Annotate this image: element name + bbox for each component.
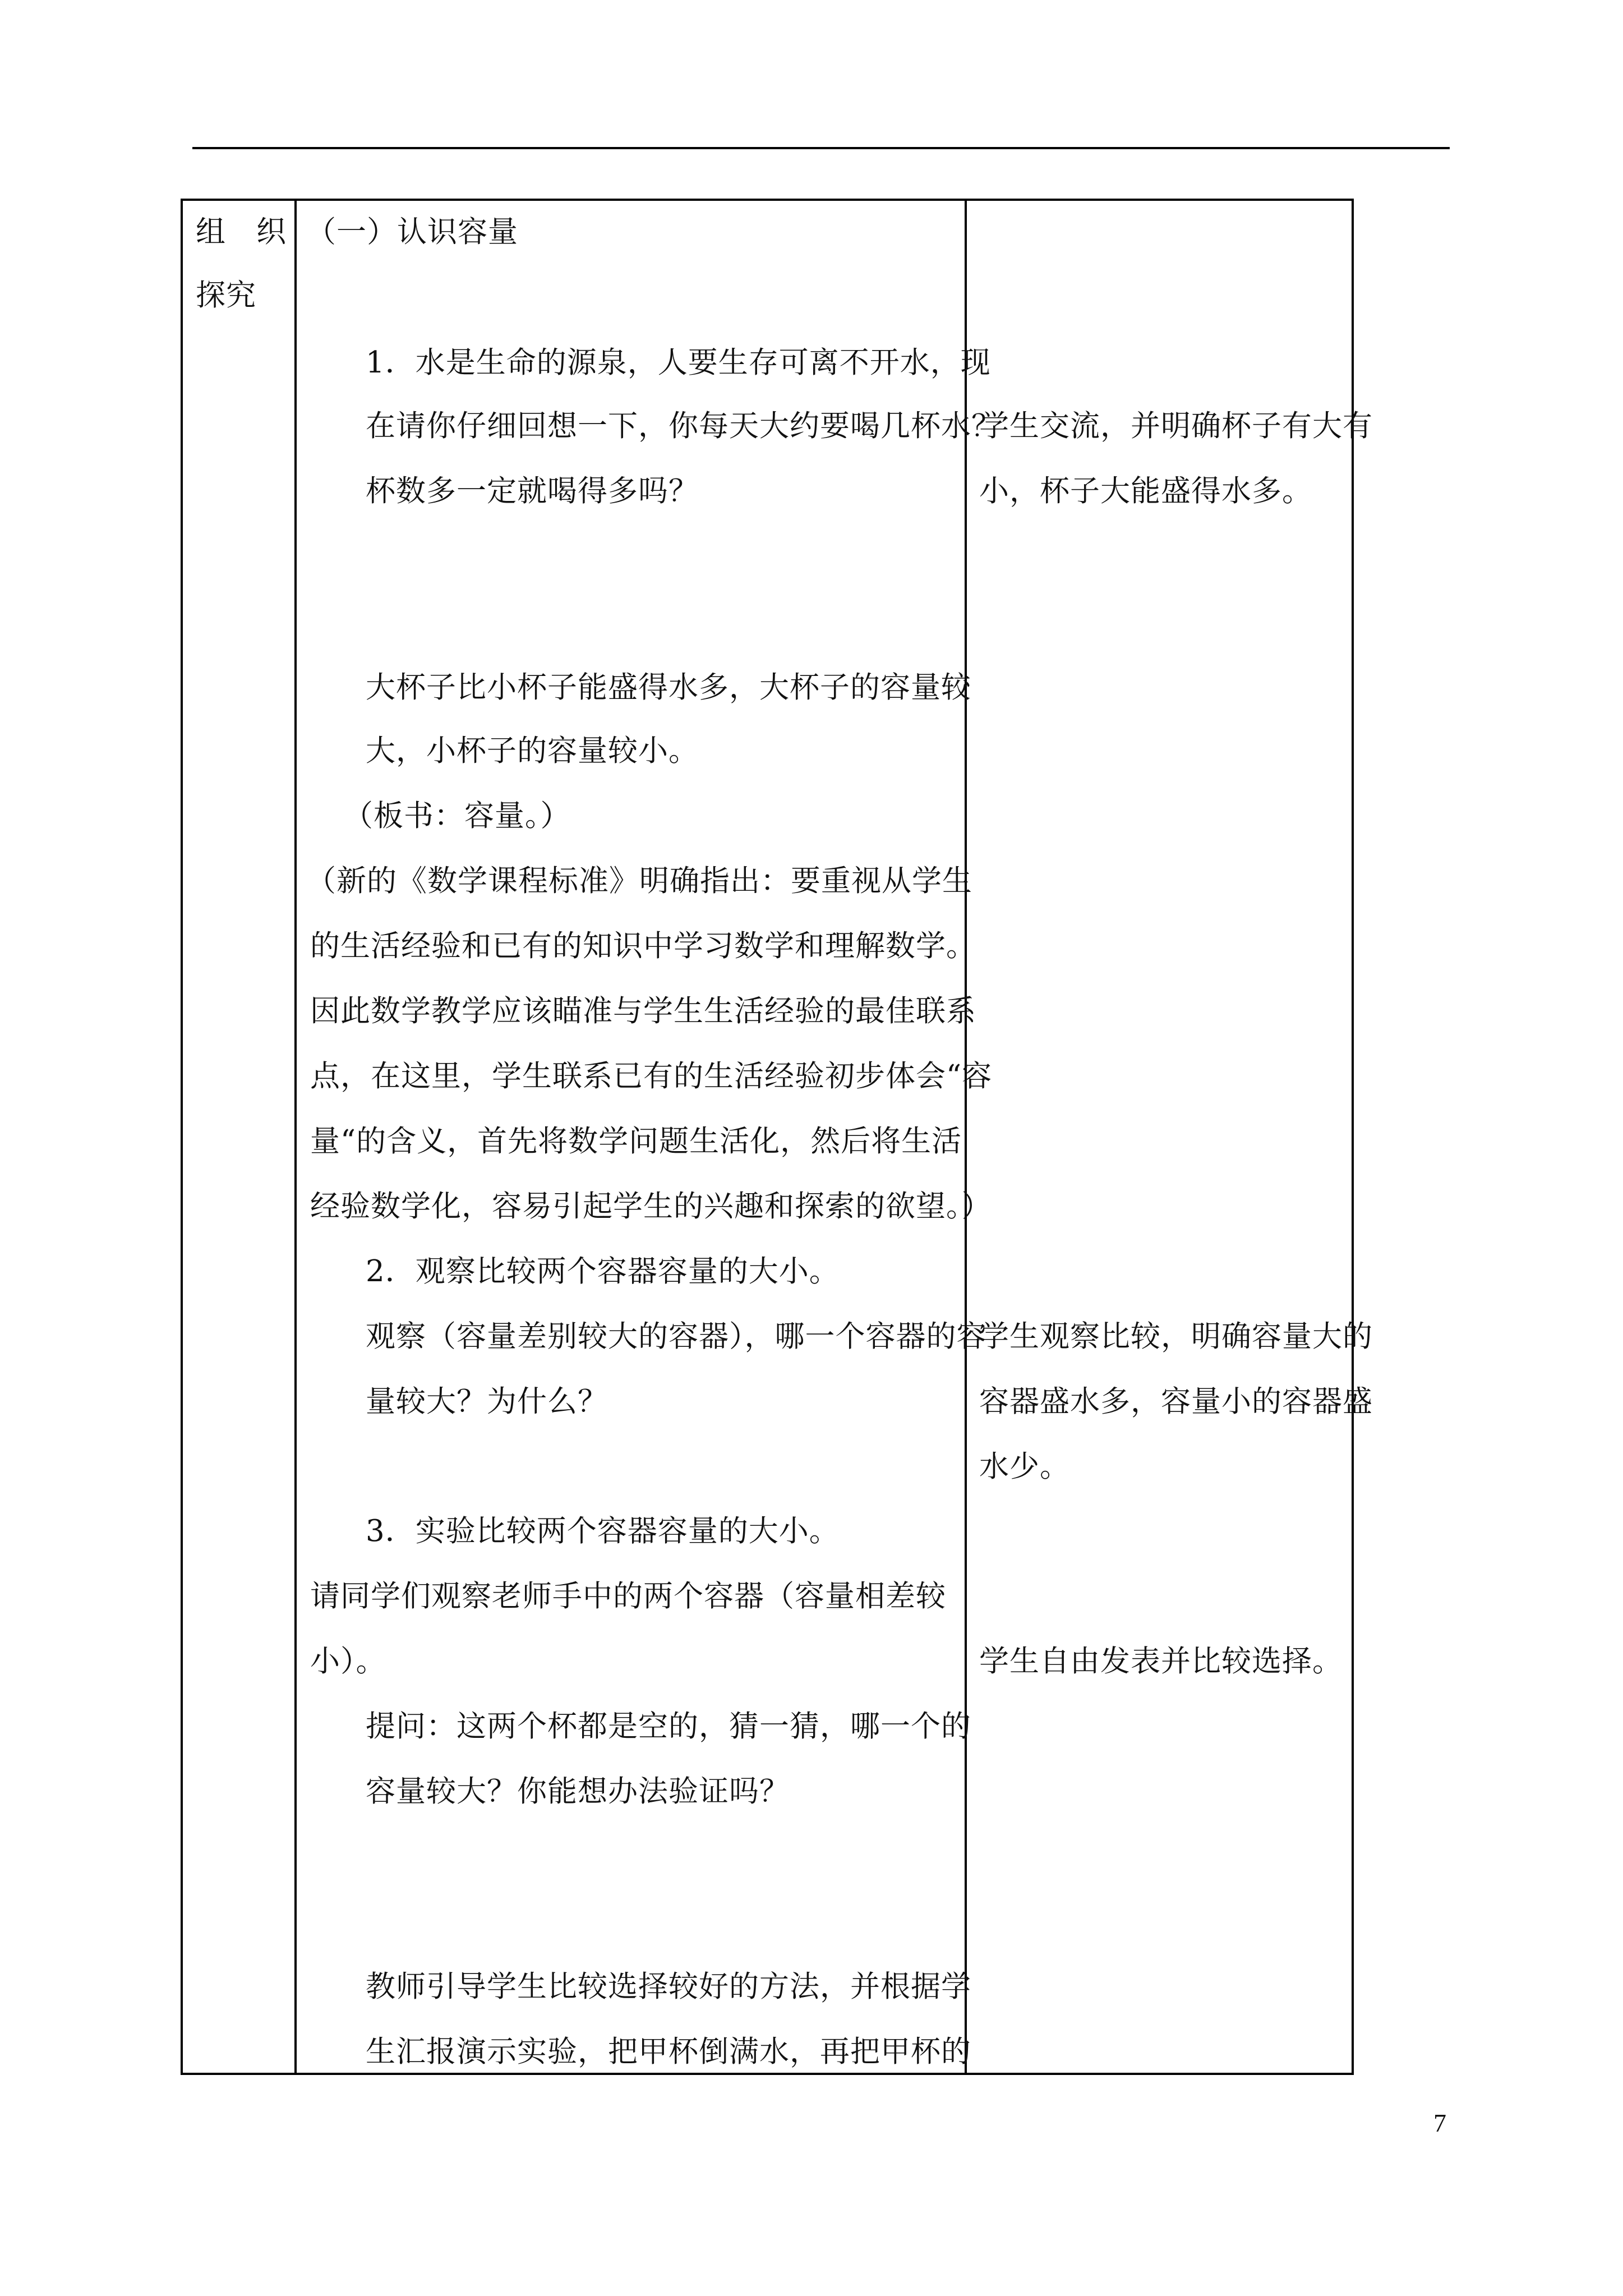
column-divider-1: [294, 201, 297, 2073]
column-divider-2: [965, 201, 967, 2073]
middle-line: 的生活经验和已有的知识中学习数学和理解数学。: [310, 929, 976, 963]
middle-line: 请同学们观察老师手中的两个容器（容量相差较: [310, 1579, 946, 1613]
middle-line: （新的《数学课程标准》明确指出：要重视从学生: [306, 864, 972, 898]
middle-line: 大杯子比小杯子能盛得水多，大杯子的容量较: [366, 670, 971, 705]
middle-line: 3．实验比较两个容器容量的大小。: [366, 1514, 840, 1548]
middle-line: 1．水是生命的源泉，人要生存可离不开水，现: [366, 346, 991, 380]
right-line: 水少。: [979, 1450, 1070, 1484]
middle-line: （板书：容量。）: [343, 799, 571, 833]
header-rule: [192, 147, 1450, 149]
middle-line: 点，在这里，学生联系已有的生活经验初步体会“容: [310, 1059, 993, 1093]
page-number: 7: [1433, 2109, 1446, 2137]
right-line: 小，杯子大能盛得水多。: [979, 474, 1312, 508]
middle-line: 生汇报演示实验，把甲杯倒满水，再把甲杯的: [366, 2035, 971, 2069]
right-line: 学生观察比较，明确容量大的: [979, 1319, 1373, 1354]
middle-line: 量较大？为什么？: [366, 1384, 608, 1419]
middle-line: 因此数学教学应该瞄准与学生生活经验的最佳联系: [310, 994, 976, 1028]
middle-line: （一）认识容量: [306, 215, 518, 249]
section-label-line-1: 组 织: [196, 215, 287, 249]
middle-line: 提问：这两个杯都是空的，猜一猜，哪一个的: [366, 1709, 971, 1743]
middle-line: 小）。: [310, 1644, 386, 1678]
middle-line: 大，小杯子的容量较小。: [366, 734, 699, 768]
right-line: 容器盛水多，容量小的容器盛: [979, 1384, 1373, 1419]
middle-line: 在请你仔细回想一下，你每天大约要喝几杯水？: [366, 409, 1002, 443]
section-label-line-2: 探究: [196, 278, 256, 312]
right-line: 学生交流，并明确杯子有大有: [979, 409, 1373, 443]
middle-line: 容量较大？你能想办法验证吗？: [366, 1774, 790, 1809]
middle-line: 教师引导学生比较选择较好的方法，并根据学: [366, 1970, 971, 2004]
middle-line: 2．观察比较两个容器容量的大小。: [366, 1254, 840, 1289]
middle-line: 杯数多一定就喝得多吗？: [366, 474, 699, 508]
middle-line: 经验数学化，容易引起学生的兴趣和探索的欲望。）: [310, 1189, 992, 1223]
middle-line: 观察（容量差别较大的容器），哪一个容器的容: [366, 1319, 987, 1354]
right-line: 学生自由发表并比较选择。: [979, 1644, 1343, 1678]
middle-line: 量“的含义，首先将数学问题生活化，然后将生活: [310, 1124, 962, 1158]
